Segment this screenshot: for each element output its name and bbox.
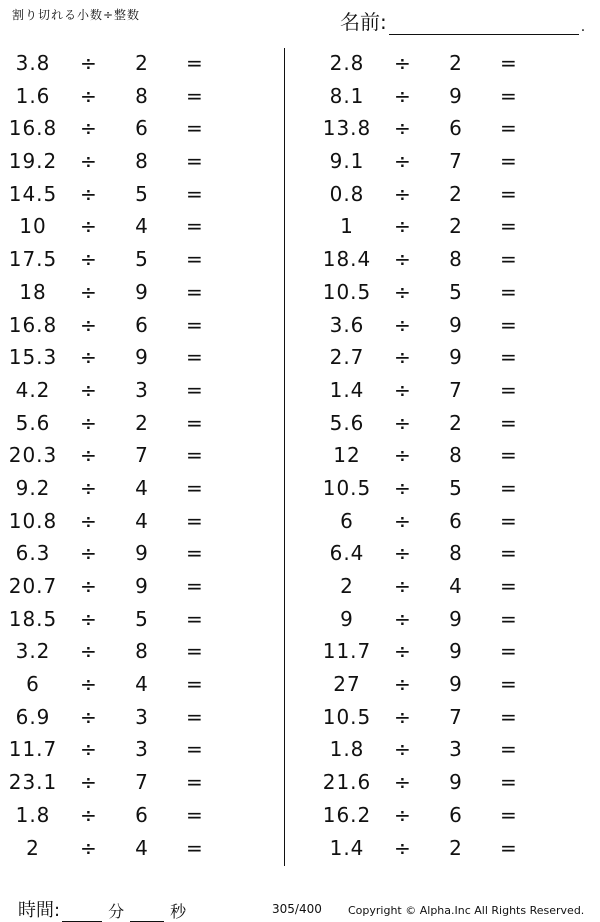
divide-sign: ÷ — [80, 83, 98, 108]
divisor: 3 — [135, 704, 149, 729]
dividend: 3.8 — [15, 51, 51, 75]
dividend: 16.8 — [8, 116, 58, 141]
equals-sign: = — [186, 770, 204, 795]
dividend: 21.6 — [322, 770, 372, 795]
divisor: 5 — [449, 475, 463, 500]
divide-sign: ÷ — [394, 51, 412, 75]
time-label: 時間: — [18, 900, 61, 921]
divide-sign: ÷ — [80, 704, 98, 729]
divide-sign: ÷ — [80, 802, 98, 827]
dividend: 1.6 — [15, 83, 51, 108]
divisor: 9 — [449, 345, 463, 370]
divide-sign: ÷ — [394, 835, 412, 860]
equals-sign: = — [186, 83, 204, 108]
divisor: 8 — [449, 443, 463, 468]
divide-sign: ÷ — [394, 443, 412, 468]
dividend: 16.2 — [322, 802, 372, 827]
dividend: 18.4 — [322, 247, 372, 272]
dividend: 15.3 — [8, 345, 58, 370]
equals-sign: = — [500, 639, 518, 664]
divisor: 4 — [135, 214, 149, 239]
divisor: 8 — [135, 149, 149, 174]
equals-sign: = — [186, 149, 204, 174]
divide-sign: ÷ — [394, 704, 412, 729]
divisor: 2 — [449, 835, 463, 860]
equals-sign: = — [500, 377, 518, 402]
dividend: 6 — [26, 672, 40, 697]
dividend: 11.7 — [8, 737, 58, 762]
equals-sign: = — [186, 704, 204, 729]
dividend: 14.5 — [8, 181, 58, 206]
dividend: 5.6 — [329, 410, 365, 435]
divide-sign: ÷ — [80, 345, 98, 370]
equals-sign: = — [186, 508, 204, 533]
dividend: 3.2 — [15, 639, 51, 664]
equals-sign: = — [500, 737, 518, 762]
divide-sign: ÷ — [394, 672, 412, 697]
dividend: 6.3 — [15, 541, 51, 566]
divide-sign: ÷ — [394, 116, 412, 141]
equals-sign: = — [500, 214, 518, 239]
minutes-blank-line — [62, 901, 102, 922]
equals-sign: = — [186, 443, 204, 468]
divisor: 8 — [135, 639, 149, 664]
divisor: 8 — [449, 541, 463, 566]
divide-sign: ÷ — [80, 214, 98, 239]
divisor: 6 — [135, 312, 149, 337]
dividend: 2.8 — [329, 51, 365, 75]
divide-sign: ÷ — [394, 214, 412, 239]
divisor: 2 — [449, 51, 463, 75]
divisor: 9 — [135, 279, 149, 304]
equals-sign: = — [186, 672, 204, 697]
equals-sign: = — [186, 247, 204, 272]
dividend: 13.8 — [322, 116, 372, 141]
dividend: 20.3 — [8, 443, 58, 468]
worksheet-title: 割り切れる小数÷整数 — [12, 8, 141, 22]
dividend: 10.5 — [322, 704, 372, 729]
divisor: 9 — [449, 770, 463, 795]
equals-sign: = — [500, 83, 518, 108]
equals-sign: = — [500, 704, 518, 729]
dividend: 10.5 — [322, 279, 372, 304]
equals-sign: = — [500, 279, 518, 304]
equals-sign: = — [500, 541, 518, 566]
minutes-unit: 分 — [108, 902, 125, 921]
equals-sign: = — [186, 802, 204, 827]
divide-sign: ÷ — [394, 606, 412, 631]
dividend: 1.8 — [329, 737, 365, 762]
divisor: 6 — [449, 802, 463, 827]
dividend: 27 — [333, 672, 361, 697]
divisor: 2 — [449, 214, 463, 239]
divisor: 4 — [135, 508, 149, 533]
dividend: 3.6 — [329, 312, 365, 337]
divide-sign: ÷ — [80, 116, 98, 141]
divisor: 7 — [449, 377, 463, 402]
dividend: 1.4 — [329, 835, 365, 860]
dividend: 8.1 — [329, 83, 365, 108]
column-divider — [284, 48, 285, 866]
divide-sign: ÷ — [80, 410, 98, 435]
equals-sign: = — [500, 312, 518, 337]
equals-sign: = — [186, 312, 204, 337]
dividend: 10.5 — [322, 475, 372, 500]
dividend: 4.2 — [15, 377, 51, 402]
name-end-dot: . — [580, 19, 586, 35]
divide-sign: ÷ — [394, 475, 412, 500]
time-field — [18, 896, 192, 922]
equals-sign: = — [500, 574, 518, 598]
divide-sign: ÷ — [394, 181, 412, 206]
divide-sign: ÷ — [394, 83, 412, 108]
dividend: 1 — [340, 214, 354, 239]
divisor: 4 — [135, 835, 149, 860]
seconds-unit: 秒 — [170, 902, 187, 921]
equals-sign: = — [500, 475, 518, 500]
divide-sign: ÷ — [394, 279, 412, 304]
divisor: 6 — [449, 116, 463, 141]
equals-sign: = — [186, 377, 204, 402]
divisor: 5 — [135, 181, 149, 206]
dividend: 12 — [333, 443, 361, 468]
dividend: 1.8 — [15, 802, 51, 827]
equals-sign: = — [500, 149, 518, 174]
divide-sign: ÷ — [80, 574, 98, 598]
divide-sign: ÷ — [394, 410, 412, 435]
divide-sign: ÷ — [394, 508, 412, 533]
divide-sign: ÷ — [394, 639, 412, 664]
divide-sign: ÷ — [80, 541, 98, 566]
divisor: 9 — [135, 541, 149, 566]
dividend: 10.8 — [8, 508, 58, 533]
equals-sign: = — [186, 835, 204, 860]
page-counter: 305/400 — [272, 902, 322, 916]
divisor: 8 — [135, 83, 149, 108]
equals-sign: = — [186, 214, 204, 239]
equals-sign: = — [500, 770, 518, 795]
divisor: 9 — [135, 574, 149, 598]
equals-sign: = — [186, 116, 204, 141]
dividend: 0.8 — [329, 181, 365, 206]
equals-sign: = — [186, 181, 204, 206]
dividend: 6 — [340, 508, 354, 533]
dividend: 9.1 — [329, 149, 365, 174]
dividend: 11.7 — [322, 639, 372, 664]
equals-sign: = — [500, 443, 518, 468]
dividend: 10 — [19, 214, 47, 239]
seconds-blank-line — [130, 901, 164, 922]
divide-sign: ÷ — [394, 312, 412, 337]
equals-sign: = — [500, 606, 518, 631]
divide-sign: ÷ — [80, 51, 98, 75]
divide-sign: ÷ — [394, 345, 412, 370]
divide-sign: ÷ — [80, 279, 98, 304]
divisor: 4 — [449, 574, 463, 598]
divide-sign: ÷ — [80, 443, 98, 468]
dividend: 16.8 — [8, 312, 58, 337]
footer — [0, 896, 600, 922]
divide-sign: ÷ — [80, 181, 98, 206]
divisor: 4 — [135, 672, 149, 697]
divisor: 5 — [449, 279, 463, 304]
divisor: 2 — [449, 410, 463, 435]
dividend: 9 — [340, 606, 354, 631]
equals-sign: = — [500, 835, 518, 860]
divide-sign: ÷ — [80, 606, 98, 631]
divide-sign: ÷ — [80, 149, 98, 174]
dividend: 18 — [19, 279, 47, 304]
equals-sign: = — [186, 345, 204, 370]
equals-sign: = — [500, 672, 518, 697]
dividend: 2.7 — [329, 345, 365, 370]
dividend: 23.1 — [8, 770, 58, 795]
divide-sign: ÷ — [80, 508, 98, 533]
divide-sign: ÷ — [394, 802, 412, 827]
divisor: 9 — [449, 312, 463, 337]
equals-sign: = — [500, 508, 518, 533]
divisor: 6 — [135, 116, 149, 141]
divide-sign: ÷ — [394, 377, 412, 402]
equals-sign: = — [186, 639, 204, 664]
divisor: 3 — [135, 737, 149, 762]
divisor: 7 — [135, 770, 149, 795]
equals-sign: = — [186, 410, 204, 435]
dividend: 19.2 — [8, 149, 58, 174]
divide-sign: ÷ — [80, 770, 98, 795]
divide-sign: ÷ — [80, 737, 98, 762]
dividend: 5.6 — [15, 410, 51, 435]
divisor: 5 — [135, 606, 149, 631]
dividend: 17.5 — [8, 247, 58, 272]
divide-sign: ÷ — [80, 312, 98, 337]
divide-sign: ÷ — [394, 149, 412, 174]
name-blank-line — [389, 14, 579, 35]
equals-sign: = — [186, 51, 204, 75]
divisor: 7 — [449, 704, 463, 729]
divisor: 8 — [449, 247, 463, 272]
divide-sign: ÷ — [394, 541, 412, 566]
divisor: 2 — [135, 410, 149, 435]
divisor: 2 — [135, 51, 149, 75]
divide-sign: ÷ — [80, 639, 98, 664]
divide-sign: ÷ — [80, 475, 98, 500]
divisor: 9 — [449, 606, 463, 631]
equals-sign: = — [500, 247, 518, 272]
divisor: 3 — [135, 377, 149, 402]
divisor: 9 — [449, 639, 463, 664]
divisor: 6 — [135, 802, 149, 827]
divisor: 9 — [449, 83, 463, 108]
divisor: 4 — [135, 475, 149, 500]
divide-sign: ÷ — [394, 574, 412, 598]
dividend: 2 — [340, 574, 354, 598]
divide-sign: ÷ — [80, 672, 98, 697]
dividend: 9.2 — [15, 475, 51, 500]
copyright-text: Copyright © Alpha.Inc All Rights Reserved. — [348, 904, 585, 917]
divisor: 6 — [449, 508, 463, 533]
dividend: 6.9 — [15, 704, 51, 729]
equals-sign: = — [186, 475, 204, 500]
divisor: 9 — [449, 672, 463, 697]
dividend: 2 — [26, 835, 40, 860]
divide-sign: ÷ — [80, 377, 98, 402]
divisor: 7 — [449, 149, 463, 174]
equals-sign: = — [186, 606, 204, 631]
equals-sign: = — [186, 574, 204, 598]
dividend: 1.4 — [329, 377, 365, 402]
equals-sign: = — [500, 51, 518, 75]
equals-sign: = — [500, 802, 518, 827]
dividend: 20.7 — [8, 574, 58, 598]
equals-sign: = — [500, 181, 518, 206]
equals-sign: = — [500, 345, 518, 370]
name-field — [340, 6, 585, 35]
divide-sign: ÷ — [394, 247, 412, 272]
divide-sign: ÷ — [394, 770, 412, 795]
divisor: 2 — [449, 181, 463, 206]
divisor: 5 — [135, 247, 149, 272]
divide-sign: ÷ — [394, 737, 412, 762]
equals-sign: = — [500, 116, 518, 141]
equals-sign: = — [186, 541, 204, 566]
equals-sign: = — [500, 410, 518, 435]
equals-sign: = — [186, 737, 204, 762]
divisor: 7 — [135, 443, 149, 468]
name-label: 名前: — [340, 10, 387, 34]
divide-sign: ÷ — [80, 247, 98, 272]
divisor: 3 — [449, 737, 463, 762]
equals-sign: = — [186, 279, 204, 304]
divisor: 9 — [135, 345, 149, 370]
divide-sign: ÷ — [80, 835, 98, 860]
dividend: 6.4 — [329, 541, 365, 566]
dividend: 18.5 — [8, 606, 58, 631]
